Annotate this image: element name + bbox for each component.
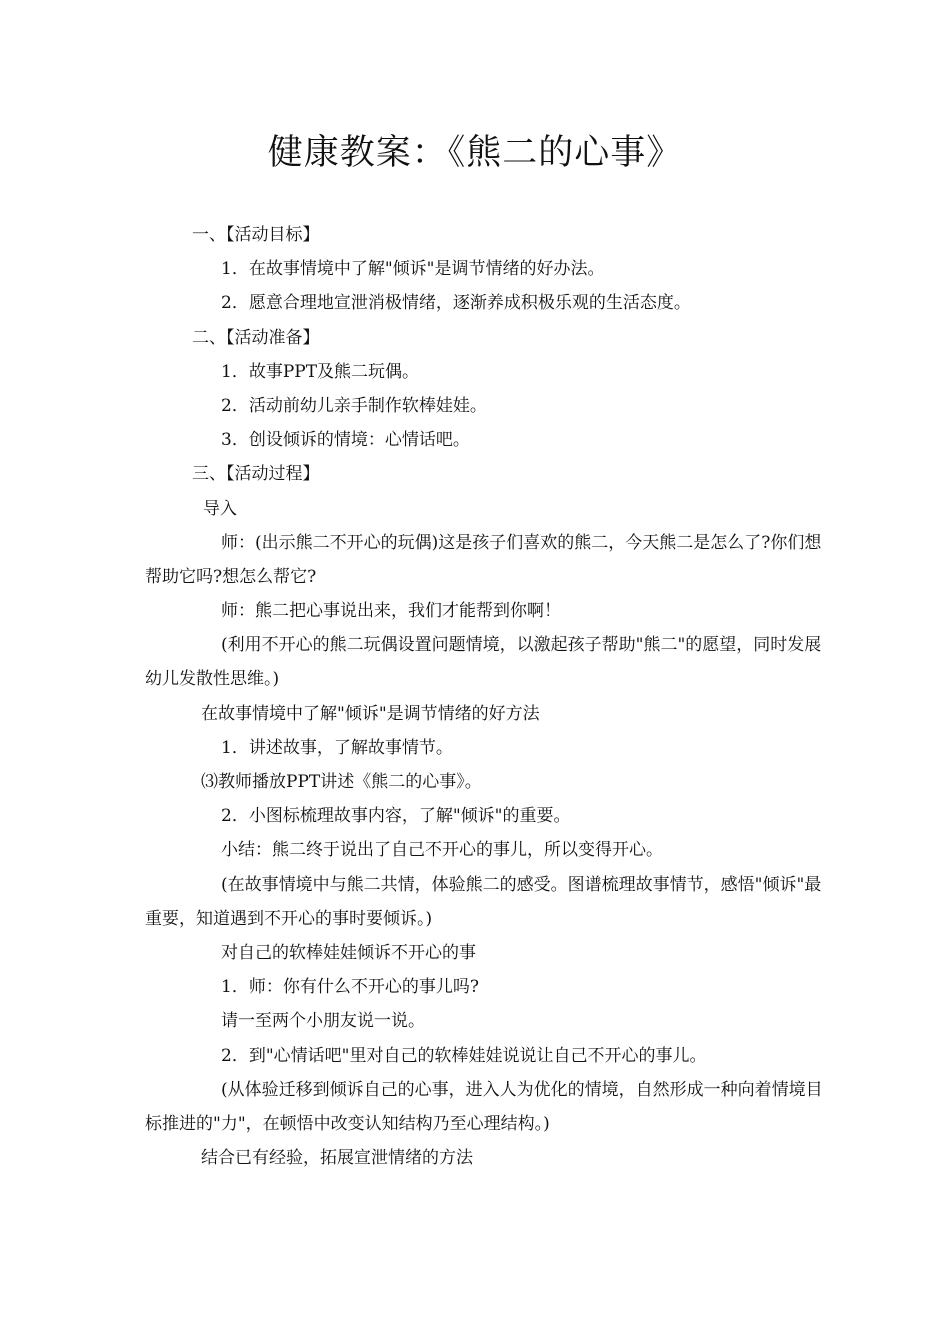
story-summary: 小结：熊二终于说出了自己不开心的事儿，所以变得开心。 — [221, 840, 663, 861]
paragraph-intro-note: (利用不开心的熊二玩偶设置问题情境，以激起孩子帮助"熊二"的愿望，同时发展幼儿发散性思维。) — [145, 635, 822, 690]
confide-item-2: 2．到"心情话吧"里对自己的软棒娃娃说说让自己不开心的事儿。 — [221, 1045, 707, 1066]
subheading-story: 在故事情境中了解"倾诉"是调节情绪的好方法 — [201, 703, 540, 724]
preparation-item-2: 2．活动前幼儿亲手制作软棒娃娃。 — [221, 395, 487, 416]
goal-item-2: 2．愿意合理地宣泄消极情绪，逐渐养成积极乐观的生活态度。 — [221, 293, 691, 314]
subheading-extend: 结合已有经验，拓展宣泄情绪的方法 — [201, 1148, 473, 1169]
preparation-item-1: 1．故事PPT及熊二玩偶。 — [221, 361, 420, 382]
section-heading-goals: 一、【活动目标】 — [192, 225, 320, 245]
paragraph-teacher-intro: 师：(出示熊二不开心的玩偶)这是孩子们喜欢的熊二，今天熊二是怎么了?你们想帮助它吗?想怎么帮它? — [145, 532, 822, 587]
section-heading-process: 三、【活动过程】 — [192, 464, 320, 485]
section-heading-preparation: 二、【活动准备】 — [192, 327, 320, 348]
paragraph-confide-note: (从体验迁移到倾诉自己的心事，进入人为优化的情境，自然形成一种向着情境目标推进的"力"，在顿悟中改变认知结构乃至心理结构。) — [145, 1079, 823, 1134]
story-item-2: 2．小图标梳理故事内容，了解"倾诉"的重要。 — [221, 806, 571, 827]
paragraph-story-note: (在故事情境中与熊二共情，体验熊二的感受。图谱梳理故事情节，感悟"倾诉"最重要，知道遇到不开心的事时要倾诉。) — [145, 874, 822, 929]
story-item-1: 1．讲述故事，了解故事情节。 — [221, 737, 453, 758]
confide-item-1: 1．师：你有什么不开心的事儿吗? — [221, 977, 479, 998]
story-item-3: ⑶教师播放PPT讲述《熊二的心事》。 — [201, 772, 482, 793]
confide-item-1-detail: 请一至两个小朋友说一说。 — [221, 1011, 425, 1032]
paragraph-teacher-prompt: 师：熊二把心事说出来，我们才能帮到你啊！ — [221, 601, 561, 622]
preparation-item-3: 3．创设倾诉的情境：心情话吧。 — [221, 430, 470, 451]
subheading-intro: 导入 — [203, 498, 237, 519]
document-body — [145, 218, 835, 1175]
document-title: 健康教案：《熊二的心事》 — [267, 133, 683, 173]
subheading-confide: 对自己的软棒娃娃倾诉不开心的事 — [221, 943, 476, 964]
goal-item-1: 1．在故事情境中了解"倾诉"是调节情绪的好办法。 — [221, 259, 605, 280]
